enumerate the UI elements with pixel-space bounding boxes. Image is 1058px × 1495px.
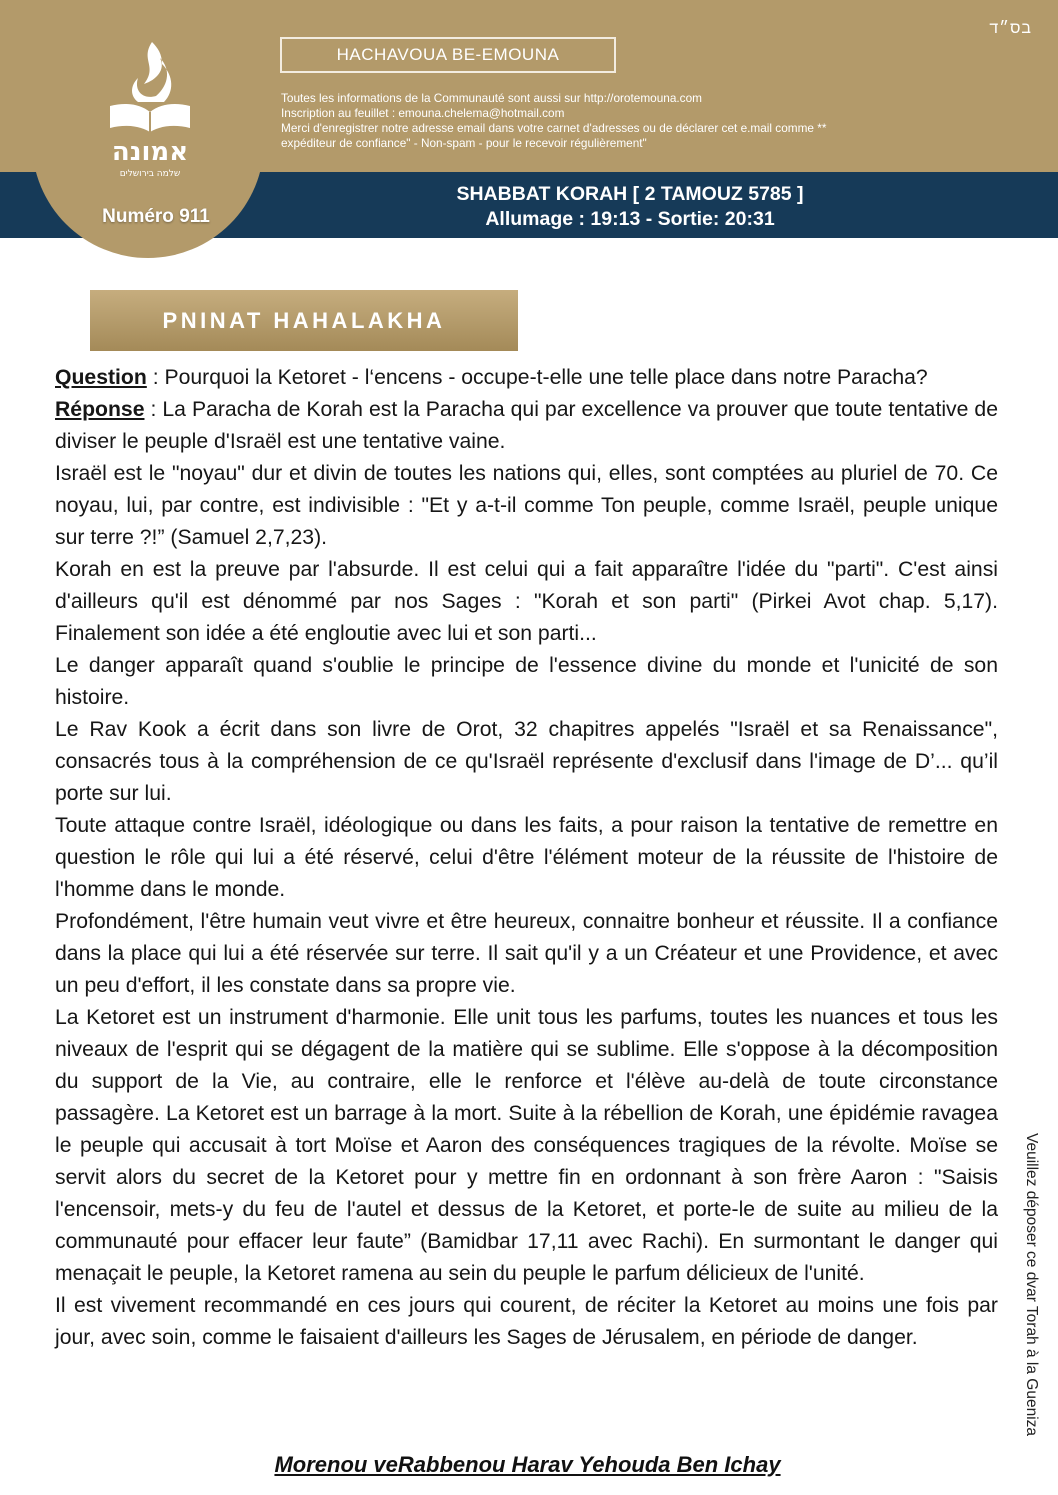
info-line: Merci d'enregistrer notre adresse email dans votre carnet d'adresses ou de déclarer cet e.mail comme ** bbox=[281, 121, 827, 135]
flame-icon bbox=[132, 42, 171, 102]
question-text: : Pourquoi la Ketoret - l‘encens - occupe-t-elle une telle place dans notre Paracha? bbox=[146, 366, 928, 389]
emouna-logo bbox=[100, 40, 200, 180]
article-paragraph: Korah en est la preuve par l'absurde. Il est celui qui a fait apparaître l'idée du "parti". C'est ainsi d'ailleurs qu'il est dénommé par nos Sages : "Korah et son parti" (Pirkei Avot chap. 5,17). Finalement son idée a été engloutie avec lui et son parti... bbox=[55, 558, 998, 645]
question-paragraph bbox=[55, 362, 998, 394]
article-paragraph: Il est vivement recommandé en ces jours qui courent, de réciter la Ketoret au moins une fois par jour, avec soin, comme le faisaient d'ailleurs les Sages de Jérusalem, en période de danger. bbox=[55, 1294, 998, 1349]
info-line: expéditeur de confiance" - Non-spam - pour le recevoir régulièrement" bbox=[281, 136, 647, 150]
article-paragraph: Le Rav Kook a écrit dans son livre de Orot, 32 chapitres appelés "Israël et sa Renaissance", consacrés tous à la compréhension de ce qu'Israël représente d'exclusif dans l'image de D’... qu’il porte sur lui. bbox=[55, 718, 998, 805]
answer-text: : La Paracha de Korah est la Paracha qui par excellence va prouver que toute tentative de diviser le peuple d'Israël est une tentative vaine. bbox=[55, 398, 998, 453]
candle-times: Allumage : 19:13 - Sortie: 20:31 bbox=[485, 208, 775, 230]
info-line: Inscription au feuillet : emouna.chelema@hotmail.com bbox=[281, 106, 565, 120]
contact-info bbox=[281, 91, 971, 151]
shabbat-info bbox=[360, 182, 900, 232]
article-paragraph: Profondément, l'être humain veut vivre et être heureux, connaitre bonheur et réussite. Il a confiance dans la place qui lui a été réservée sur terre. Il sait qu'il y a un Créateur et une Providence, et avec un peu d'effort, il les constate dans sa propre vie. bbox=[55, 910, 998, 997]
bsd-mark: בס״ד bbox=[989, 20, 1032, 37]
article-paragraph: Israël est le "noyau" dur et divin de toutes les nations qui, elles, sont comptées au pluriel de 70. Ce noyau, lui, par contre, est indivisible : "Et y a-t-il comme Ton peuple, comme Israël, peuple unique sur terre ?!” (Samuel 2,7,23). bbox=[55, 462, 998, 549]
article-paragraph: Toute attaque contre Israël, idéologique ou dans les faits, a pour raison la tentative de remettre en question le rôle qui lui a été réservé, celui d'être l'élément moteur de la réussite de l'histoire de l'homme dans le monde. bbox=[55, 814, 998, 901]
answer-label: Réponse bbox=[55, 398, 145, 421]
author-signature: Morenou veRabbenou Harav Yehouda Ben Ichay bbox=[274, 1452, 781, 1477]
article-body bbox=[55, 362, 998, 1354]
brand-title: HACHAVOUA BE-EMOUNA bbox=[280, 37, 616, 73]
info-line: Toutes les informations de la Communauté sont aussi sur http://orotemouna.com bbox=[281, 91, 702, 105]
article-paragraph: La Ketoret est un instrument d'harmonie. Elle unit tous les parfums, toutes les nuances et tous les niveaux de l'esprit qui se dégagent de la matière qui se sublime. Elle s'oppose à la décomposition du support de la Vie, au contraire, elle le renforce et l'élève au-delà de toute circonstance passagère. La Ketoret est un barrage à la mort. Suite à la rébellion de Korah, une épidémie ravagea le peuple qui accusait à tort Moïse et Aaron des conséquences tragiques de la révolte. Moïse se servit alors du secret de la Ketoret pour y mettre fin en ordonnant à son frère Aaron : "Saisis l'encensoir, mets-y du feu de l'autel et dessus de la Ketoret, et porte-le de suite au milieu de la communauté pour effacer leur faute” (Bamidbar 17,11 avec Rachi). En surmontant le danger qui menaçait le peuple, la Ketoret ramena au sein du peuple le parfum délicieux de l'unité. bbox=[55, 1006, 998, 1285]
logo-subtext: שלמה בירושלים bbox=[119, 169, 181, 179]
shabbat-title: SHABBAT KORAH [ 2 TAMOUZ 5785 ] bbox=[456, 183, 804, 205]
issue-number: Numéro 911 bbox=[102, 206, 210, 227]
section-title: PNINAT HAHALAKHA bbox=[90, 290, 518, 351]
question-label: Question bbox=[55, 366, 147, 389]
article-paragraph: Le danger apparaît quand s'oublie le principe de l'essence divine du monde et l'unicité de son histoire. bbox=[55, 654, 998, 709]
logo-text: אמונה bbox=[111, 137, 189, 167]
genizah-note: Veuillez déposer ce dvar Torah à la Guenizа bbox=[1023, 1133, 1040, 1437]
answer-paragraph bbox=[55, 394, 998, 458]
